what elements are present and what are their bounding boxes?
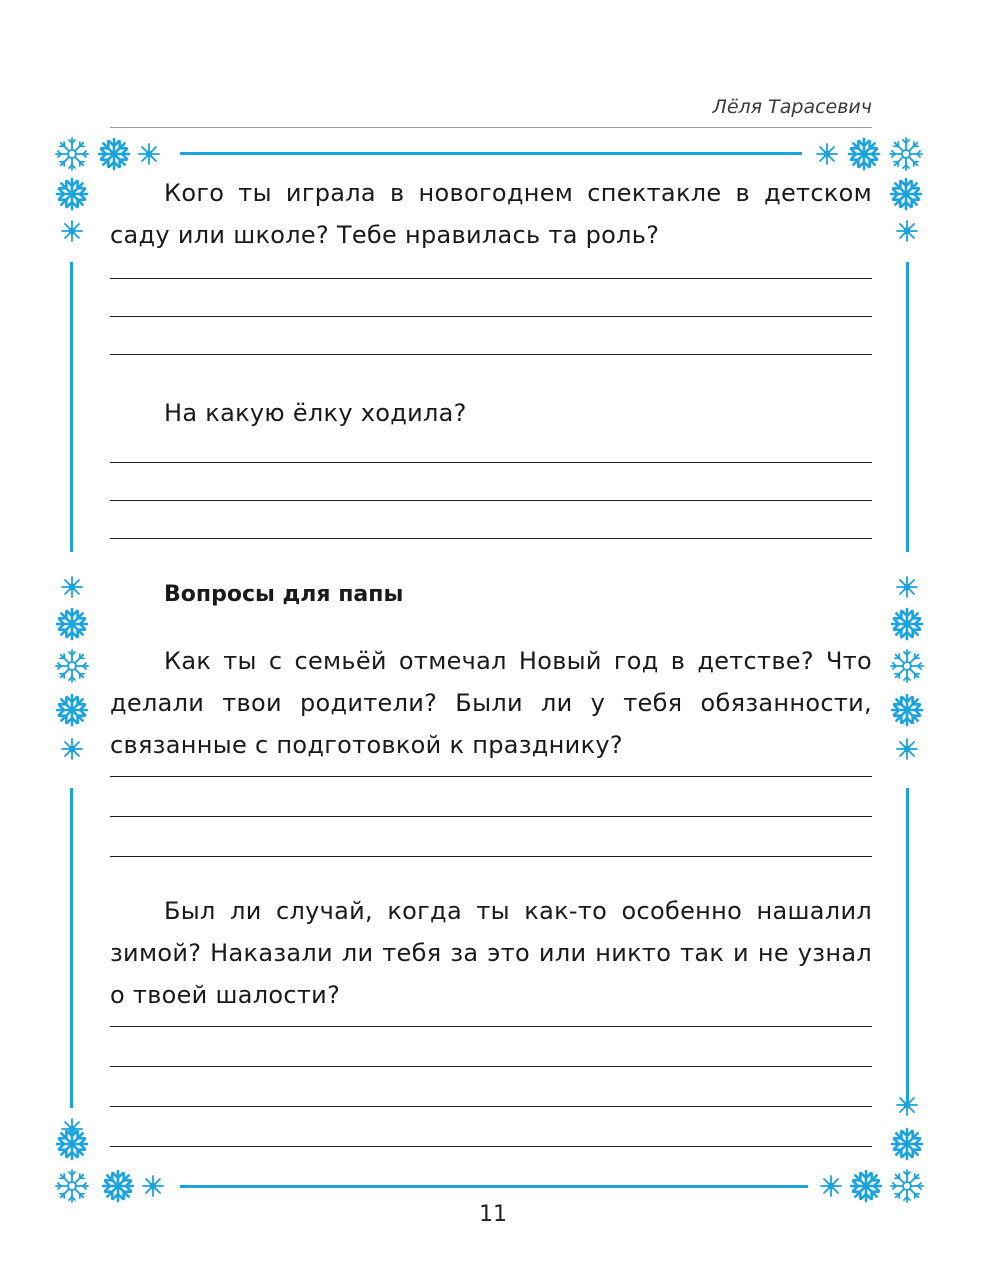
frame-left-line-upper (70, 262, 73, 552)
snowflake-star-icon (816, 143, 838, 165)
answer-line[interactable] (110, 856, 872, 857)
snowflake-star-icon (820, 1175, 842, 1197)
frame-left-line-lower (70, 788, 73, 1108)
question-text: На какую ёлку ходила? (164, 399, 467, 427)
snowflake-star-icon (896, 1094, 918, 1116)
answer-line[interactable] (110, 776, 872, 777)
snowflake-icon (54, 176, 90, 212)
snowflake-star-icon (61, 220, 83, 242)
page-number: 11 (479, 1202, 507, 1227)
author-name: Лёля Тарасевич (712, 96, 872, 118)
snowflake-icon (888, 176, 924, 212)
snowflake-icon (54, 606, 90, 642)
snowflake-star-icon (896, 576, 918, 598)
snowflake-icon (100, 1168, 136, 1204)
snowflake-star-icon (896, 220, 918, 242)
snowflake-star-icon (138, 143, 160, 165)
question-text: Как ты с семьёй отмечал Новый год в детстве? Что делали твои родители? Были ли у тебя обязанности, связанные с подготовкой к празднику? (110, 647, 872, 759)
snowflake-icon (96, 136, 132, 172)
snowflake-circle-icon (886, 134, 926, 174)
answer-line[interactable] (110, 316, 872, 317)
answer-line[interactable] (110, 462, 872, 463)
answer-line[interactable] (110, 816, 872, 817)
snowflake-star-icon (61, 738, 83, 760)
snowflake-circle-icon (52, 134, 92, 174)
snowflake-circle-icon (887, 1166, 927, 1206)
frame-right-line-lower (906, 788, 909, 1108)
answer-line[interactable] (110, 538, 872, 539)
answer-line[interactable] (110, 500, 872, 501)
snowflake-star-icon (896, 738, 918, 760)
answer-line[interactable] (110, 1066, 872, 1067)
frame-right-line-upper (906, 262, 909, 552)
snowflake-star-icon (61, 576, 83, 598)
header-rule (110, 127, 872, 128)
answer-line[interactable] (110, 1106, 872, 1107)
frame-bottom-line (180, 1185, 808, 1188)
snowflake-icon (889, 692, 925, 728)
answer-line[interactable] (110, 1026, 872, 1027)
snowflake-icon (54, 1126, 90, 1162)
snowflake-circle-icon (52, 1166, 92, 1206)
frame-top-line (180, 152, 802, 155)
snowflake-icon (54, 692, 90, 728)
answer-line[interactable] (110, 278, 872, 279)
snowflake-circle-icon (887, 646, 927, 686)
snowflake-star-icon (142, 1175, 164, 1197)
answer-line[interactable] (110, 354, 872, 355)
snowflake-icon (848, 1168, 884, 1204)
snowflake-circle-icon (52, 646, 92, 686)
snowflake-icon (889, 606, 925, 642)
snowflake-icon (889, 1126, 925, 1162)
question-text: Был ли случай, когда ты как-то особенно нашалил зимой? Наказали ли тебя за это или никто так и не узнал о твоей шалости? (110, 897, 872, 1009)
question-text: Кого ты играла в новогоднем спектакле в детском саду или школе? Тебе нравилась та роль? (110, 179, 872, 249)
section-heading: Вопросы для папы (164, 582, 404, 607)
snowflake-icon (846, 136, 882, 172)
answer-line[interactable] (110, 1146, 872, 1147)
